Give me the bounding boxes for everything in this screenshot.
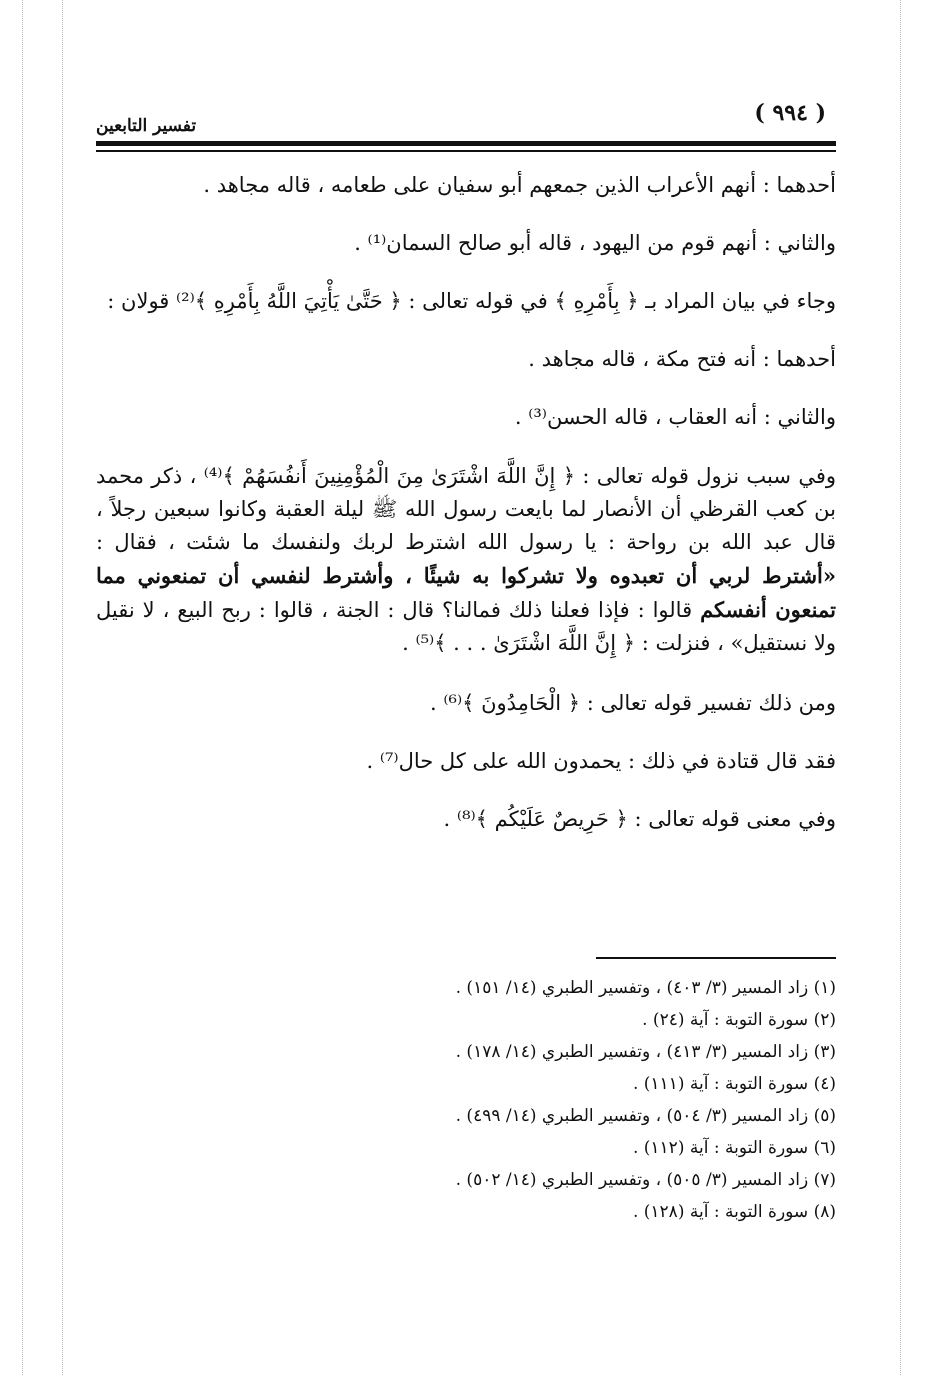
main-text	[96, 170, 836, 862]
paragraph-2: والثاني : أنهم قوم من اليهود ، قاله أبو صالح السمان⁽¹⁾ .	[354, 231, 836, 255]
footnote-7: (٧) زاد المسير (٣/ ٥٠٥) ، وتفسير الطبري (١٤/ ٥٠٢) .	[455, 1170, 836, 1190]
scan-dotted-line-right	[900, 0, 901, 1375]
nuzul-ending: قالوا : فإذا فعلنا ذلك فمالنا؟ قال : الجنة ، قالوا : ربح البيع ، لا نقيل ولا نستقيل» ، فنزلت : ﴿ إِنَّ اللَّهَ اشْتَرَىٰ . . . ﴾⁽⁵⁾ .	[96, 598, 836, 655]
scan-dotted-line-left-2	[62, 0, 63, 1375]
paragraph-1: أحدهما : أنهم الأعراب الذين جمعهم أبو سفيان على طعامه ، قاله مجاهد .	[203, 173, 836, 197]
paragraph-nuzul	[96, 460, 836, 660]
footnote-4: (٤) سورة التوبة : آية (١١١) .	[632, 1074, 836, 1094]
header-rule-thick	[96, 141, 836, 146]
paragraph-4: أحدهما : أنه فتح مكة ، قاله مجاهد .	[528, 347, 836, 371]
footnote-6: (٦) سورة التوبة : آية (١١٢) .	[632, 1138, 836, 1158]
paragraph-3: وجاء في بيان المراد بـ ﴿ بِأَمْرِهِ ﴾ في قوله تعالى : ﴿ حَتَّىٰ يَأْتِيَ اللَّهُ بِأَمْرِهِ ﴾⁽²⁾ قولان :	[107, 289, 836, 313]
footnote-3: (٣) زاد المسير (٣/ ٤١٣) ، وتفسير الطبري (١٤/ ١٧٨) .	[455, 1042, 836, 1062]
paragraph-harisun: وفي معنى قوله تعالى : ﴿ حَرِيصٌ عَلَيْكُم ﴾⁽⁸⁾ .	[443, 807, 836, 831]
paragraph-hamidun: ومن ذلك تفسير قوله تعالى : ﴿ الْحَامِدُونَ ﴾⁽⁶⁾ .	[430, 691, 836, 715]
footnote-1: (١) زاد المسير (٣/ ٤٠٣) ، وتفسير الطبري (١٤/ ١٥١) .	[455, 978, 836, 998]
nuzul-intro: وفي سبب نزول قوله تعالى : ﴿ إِنَّ اللَّهَ اشْتَرَىٰ مِنَ الْمُؤْمِنِينَ أَنفُسَهُمْ ﴾⁽⁴⁾ ، ذكر محمد بن كعب القرظي أن الأنصار لما بايعت رسول الله ﷺ ليلة العقبة وكانوا سبعين رجلاً ، قال عبد الله بن رواحة : يا رسول الله اشترط لربك ولنفسك ما شئت ، فقال :	[96, 464, 836, 554]
running-title: تفسير التابعين	[96, 116, 197, 136]
paragraph-5: والثاني : أنه العقاب ، قاله الحسن⁽³⁾ .	[514, 405, 836, 429]
prophet-quote: «أشترط لربي أن تعبدوه ولا تشركوا به شيئًا ، وأشترط لنفسي أن تمنعوني مما تمنعون أنفسكم	[96, 563, 836, 622]
paragraph-qatada: فقد قال قتادة في ذلك : يحمدون الله على كل حال⁽⁷⁾ .	[366, 749, 836, 773]
footnote-separator	[596, 957, 836, 959]
page-header	[96, 100, 836, 140]
footnote-8: (٨) سورة التوبة : آية (١٢٨) .	[632, 1202, 836, 1222]
footnotes	[300, 972, 836, 1228]
footnote-5: (٥) زاد المسير (٣/ ٥٠٤) ، وتفسير الطبري (١٤/ ٤٩٩) .	[455, 1106, 836, 1126]
page-number: ( ٩٩٤ )	[754, 100, 826, 126]
footnote-2: (٢) سورة التوبة : آية (٢٤) .	[642, 1010, 836, 1030]
header-rule-thin	[96, 150, 836, 152]
scan-dotted-line-left	[22, 0, 23, 1375]
